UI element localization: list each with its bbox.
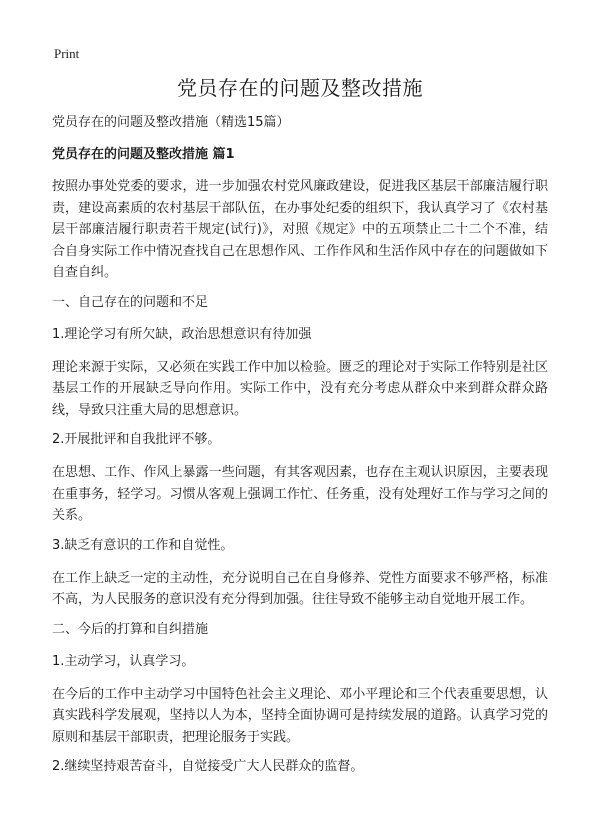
- problem-item-1-title: 1.理论学习有所欠缺，政治思想意识有待加强: [52, 326, 312, 342]
- document-subtitle: 党员存在的问题及整改措施（精选15篇）: [52, 115, 290, 130]
- chapter-heading: 党员存在的问题及整改措施 篇1: [52, 147, 235, 162]
- section-heading-problems: 一、自己存在的问题和不足: [52, 294, 209, 310]
- measure-item-1-body: 在今后的工作中主动学习中国特色社会主义理论、邓小平理论和三个代表重要思想，认真实践科学发展观，坚持以人为本，坚持全面协调可是持续发展的道路。认真学习党的原则和基层干部职责，把理论服务于实践。: [52, 686, 548, 745]
- intro-paragraph: 按照办事处党委的要求，进一步加强农村党风廉政建设，促进我区基层干部廉洁履行职责，建设高素质的农村基层干部队伍，在办事处纪委的组织下，我认真学习了《农村基层干部廉洁履行职责若干规定(试行)》，对照《规定》中的五项禁止二十二个不准，结合自身实际工作中情况查找自己在思想作风、工作作风和生活作风中存在的问题做如下自查自纠。: [52, 179, 548, 280]
- problem-item-2-title: 2.开展批评和自我批评不够。: [52, 432, 221, 447]
- problem-item-3-body: 在工作上缺乏一定的主动性，充分说明自己在自身修养、党性方面要求不够严格，标准不高，为人民服务的意识没有充分得到加强。往往导致不能够主动自觉地开展工作。: [52, 570, 548, 607]
- measure-item-2-title: 2.继续坚持艰苦奋斗，自觉接受广大人民群众的监督。: [52, 759, 364, 774]
- problem-item-3-title: 3.缺乏有意识的工作和自觉性。: [52, 537, 234, 553]
- problem-item-1-body: 理论来源于实际，又必须在实践工作中加以检验。匮乏的理论对于实际工作特别是社区基层工作的开展缺乏导向作用。实际工作中，没有充分考虑从群众中来到群众群众路线，导致只注重大局的思想意识。: [52, 359, 548, 418]
- print-label: Print: [54, 46, 80, 61]
- document-title: 党员存在的问题及整改措施: [177, 76, 423, 100]
- section-heading-measures: 二、今后的打算和自纠措施: [52, 621, 209, 637]
- problem-item-2-body: 在思想、工作、作风上暴露一些问题，有其客观因素，也存在主观认识原因，主要表现在重事务，轻学习。习惯从客观上强调工作忙、任务重，没有处理好工作与学习之间的关系。: [52, 465, 548, 523]
- measure-item-1-title: 1.主动学习，认真学习。: [52, 653, 195, 669]
